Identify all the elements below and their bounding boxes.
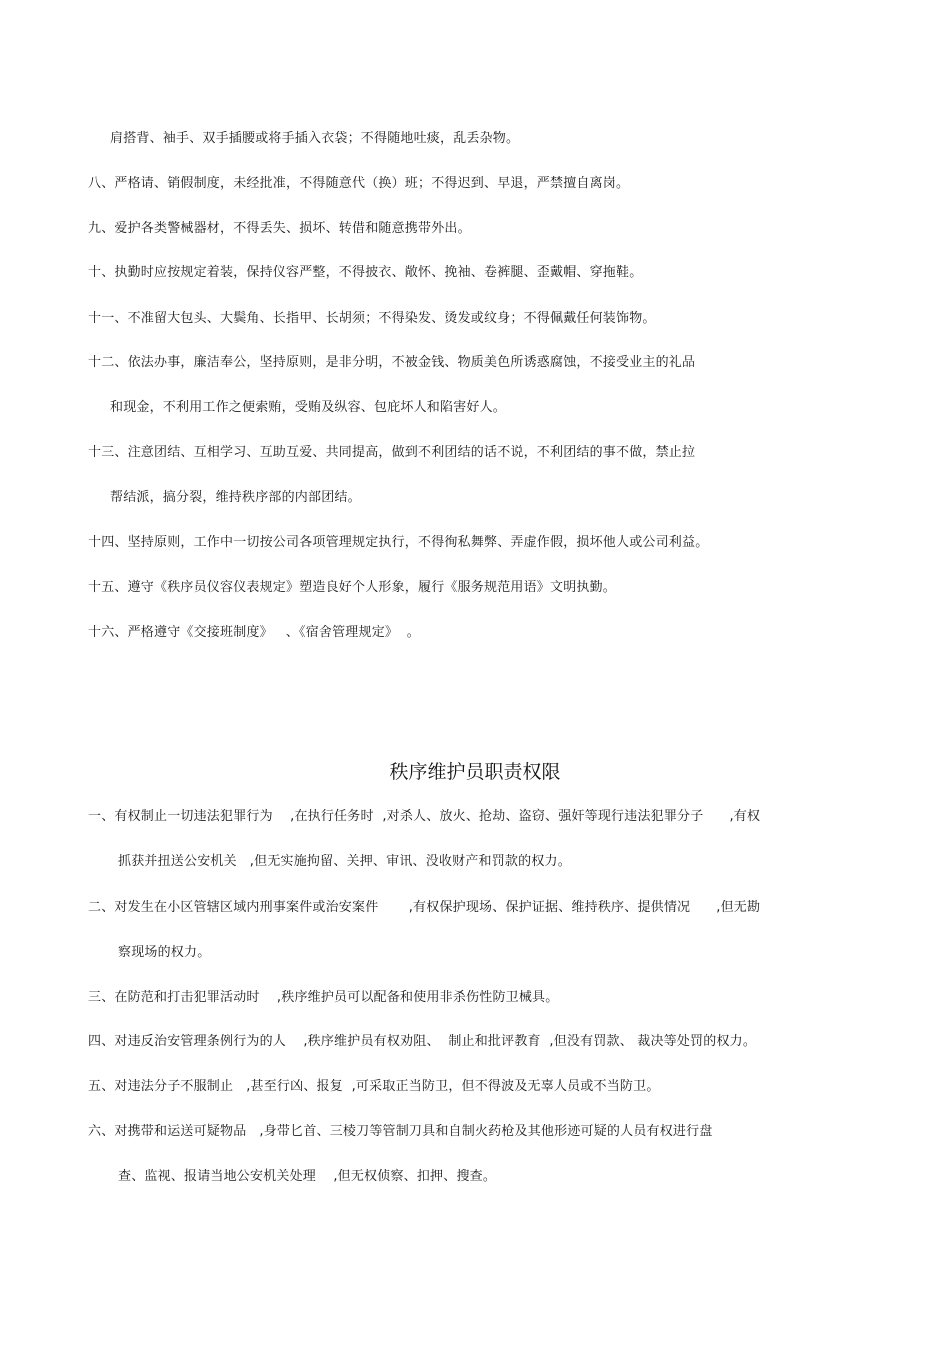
rule-line: 十六、严格遵守《交接班制度》 、《宿舍管理规定》 。 xyxy=(88,625,420,640)
authority-line: 六、对携带和运送可疑物品 ,身带匕首、三棱刀等管制刀具和自制火药枪及其他形迹可疑的人员有权进行盘 xyxy=(88,1124,713,1139)
authority-line: 五、对违法分子不服制止 ,甚至行凶、报复 ,可采取正当防卫，但不得波及无辜人员或不当防卫。 xyxy=(88,1079,660,1094)
rule-line: 和现金，不利用工作之便索贿，受贿及纵容、包庇坏人和陷害好人。 xyxy=(110,400,507,415)
rule-line: 十二、依法办事，廉洁奉公，坚持原则，是非分明，不被金钱、物质美色所诱惑腐蚀，不接受业主的礼品 xyxy=(88,355,696,370)
rule-line: 十五、遵守《秩序员仪容仪表规定》塑造良好个人形象，履行《服务规范用语》文明执勤。 xyxy=(88,580,617,595)
authority-line: 三、在防范和打击犯罪活动时 ,秩序维护员可以配备和使用非杀伤性防卫械具。 xyxy=(88,990,559,1005)
rule-line: 十、执勤时应按规定着装，保持仪容严整，不得披衣、敞怀、挽袖、卷裤腿、歪戴帽、穿拖鞋。 xyxy=(88,265,643,280)
rule-line: 十一、不准留大包头、大鬓角、长指甲、长胡须；不得染发、烫发或纹身；不得佩戴任何装饰物。 xyxy=(88,311,656,326)
authority-line: 一、有权制止一切违法犯罪行为 ,在执行任务时 ,对杀人、放火、抢劫、盗窃、强奸等现行违法犯罪分子 ,有权 xyxy=(88,809,761,824)
rule-line: 肩搭背、袖手、双手插腰或将手插入衣袋；不得随地吐痰，乱丢杂物。 xyxy=(110,131,520,146)
rule-line: 帮结派，搞分裂，维持秩序部的内部团结。 xyxy=(110,490,361,505)
rule-line: 八、严格请、销假制度，未经批准，不得随意代（换）班；不得迟到、早退，严禁擅自离岗。 xyxy=(88,176,630,191)
authority-line: 二、对发生在小区管辖区域内刑事案件或治安案件 ,有权保护现场、保护证据、维持秩序、提供情况 ,但无勘 xyxy=(88,900,761,915)
authority-line: 察现场的权力。 xyxy=(118,945,211,960)
authority-line: 四、对违反治安管理条例行为的人 ,秩序维护员有权劝阻、 制止和批评教育 ,但没有罚款、 裁决等处罚的权力。 xyxy=(88,1034,757,1049)
authority-line: 查、监视、报请当地公安机关处理 ,但无权侦察、扣押、搜查。 xyxy=(118,1169,497,1184)
section-title: 秩序维护员职责权限 xyxy=(389,761,561,783)
rule-line: 十三、注意团结、互相学习、互助互爱、共同提高，做到不利团结的话不说，不利团结的事不做，禁止拉 xyxy=(88,445,696,460)
rule-line: 十四、坚持原则，工作中一切按公司各项管理规定执行，不得徇私舞弊、弄虚作假，损坏他人或公司利益。 xyxy=(88,535,709,550)
authority-line: 抓获并扭送公安机关 ,但无实施拘留、关押、审讯、没收财产和罚款的权力。 xyxy=(118,854,571,869)
rule-line: 九、爱护各类警械器材，不得丢失、损坏、转借和随意携带外出。 xyxy=(88,221,471,236)
